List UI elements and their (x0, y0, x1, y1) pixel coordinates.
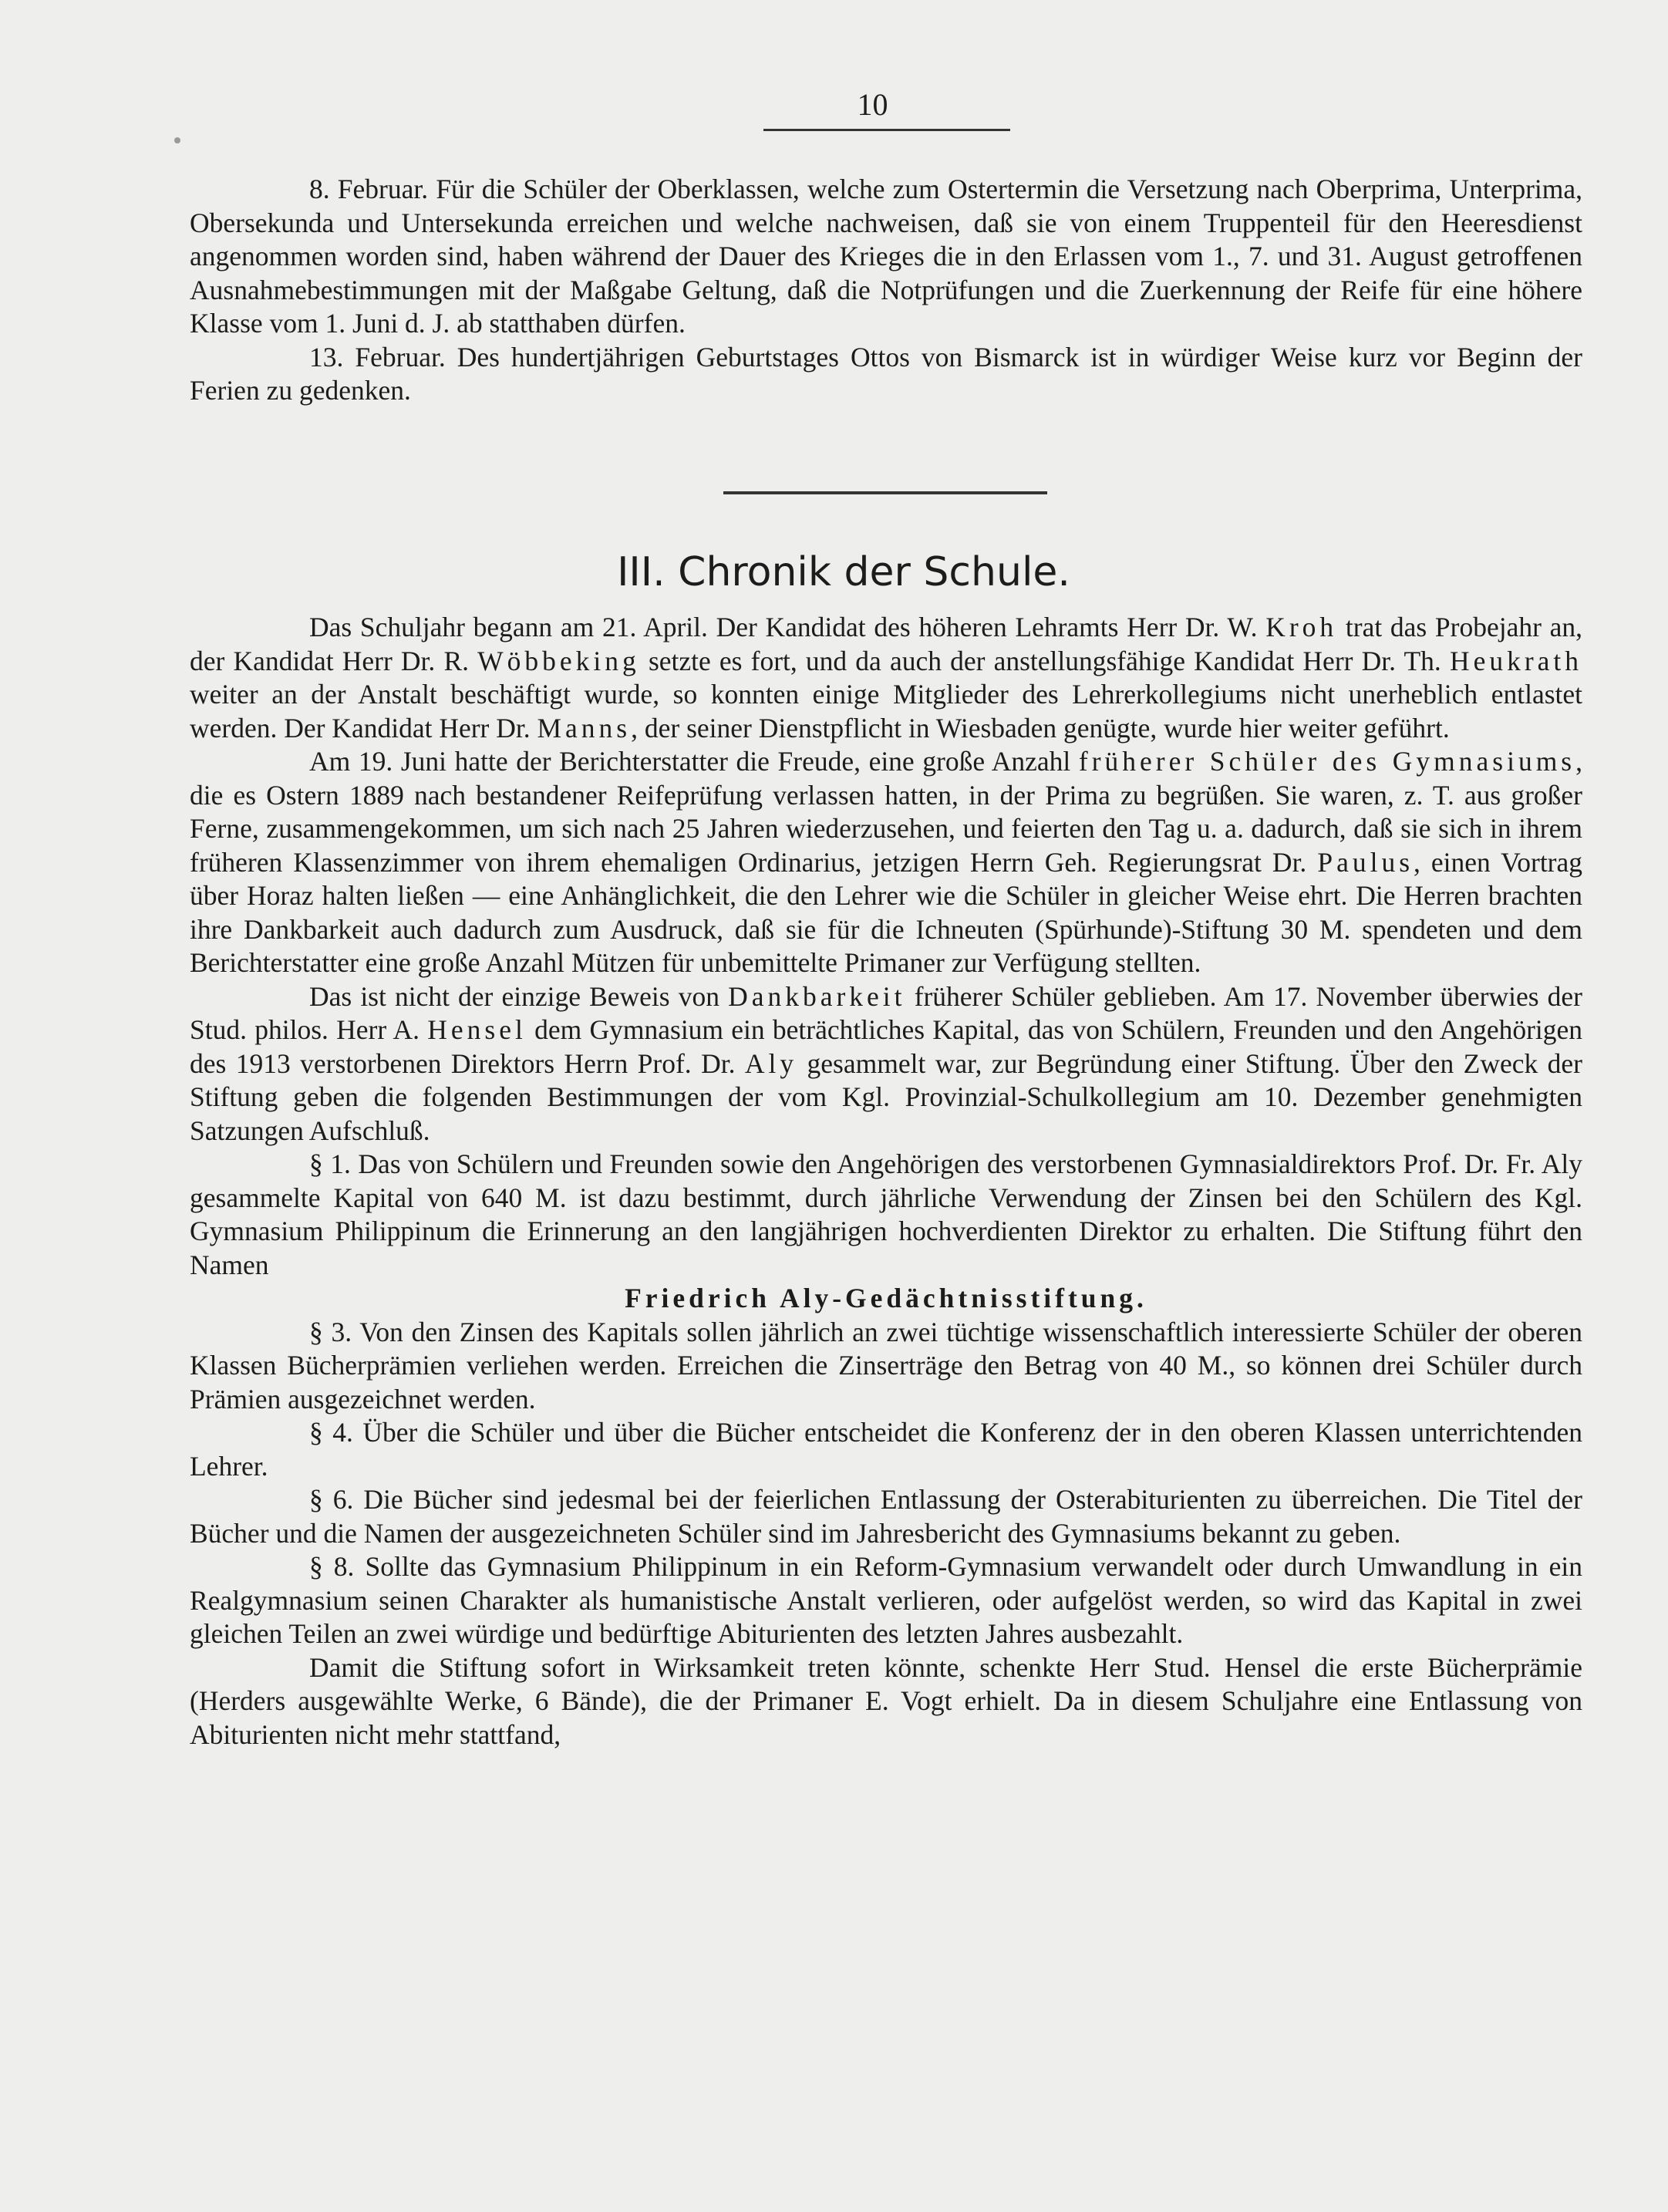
text-run: Das ist nicht der einzige Beweis von (309, 980, 719, 1012)
person-name: Wöbbeking (477, 645, 640, 676)
person-name: Hensel (427, 1014, 527, 1045)
decree-date: 13. Februar. (309, 341, 446, 373)
foundation-name: Friedrich Aly-Gedächtnisstiftung. (625, 1283, 1147, 1313)
person-name: Kroh (1265, 612, 1338, 642)
emphasis: Dankbarkeit (728, 980, 906, 1012)
decree-paragraph (190, 173, 1582, 341)
text-run: früherer Schüler geblieben. Am 17. November überwies der Stud. philos. Herr A. (190, 980, 1582, 1045)
decree-section (190, 173, 1582, 408)
person-name: Heukrath (1449, 645, 1583, 676)
statute-paragraph: § 1. Das von Schülern und Freunden sowie den Angehörigen des verstorbenen Gymnasialdirektors Prof. Dr. Fr. Aly gesammelte Kapital von 640 M. ist dazu bestimmt, durch jährliche Verwendung der Zinsen bei den Schülern des Kgl. Gymnasium Philippinum die Erinnerung an den langjährigen hochverdienten Direktor zu erhalten. Die Stiftung führt den Namen (190, 1148, 1582, 1280)
statute-paragraph: § 6. Die Bücher sind jedesmal bei der feierlichen Entlassung der Osterabiturienten zu überreichen. Die Titel der Bücher und die Namen der ausgezeichneten Schüler sind im Jahresbericht des Gymnasiums bekannt zu geben. (190, 1484, 1582, 1549)
body-paragraph (190, 611, 1582, 745)
emphasis: früherer Schüler des Gymnasiums (1078, 746, 1576, 777)
scan-speck (174, 137, 180, 143)
text-run: , einen Vortrag über Horaz halten ließen — eine Anhänglichkeit, die den Lehrer wie die Schüler in gleicher Weise ehrt. Die Herren brachten ihre Dankbarkeit auch dadurch zum Ausdruck, daß sie für die Ichneuten (Spürhunde)-Stiftung 30 M. spendeten und dem Berichterstatter eine große Anzahl Mützen für unbemittelte Primaner zur Verfügung stellten. (190, 846, 1583, 978)
text-run: , die es Ostern 1889 nach bestandener Reifeprüfung verlassen hatten, in der Prima zu begrüßen. Sie waren, z. T. aus großer Ferne, zusammengekommen, um sich nach 25 Jahren wiederzusehen, und feierten den Tag u. a. dadurch, daß sie sich in ihrem früheren Klassenzimmer von ihrem ehemaligen Ordinarius, jetzigen Herrn Geh. Regierungsrat Dr. (190, 746, 1582, 878)
text-run: Am 19. Juni hatte der Berichterstatter die Freude, eine große Anzahl (309, 746, 1071, 777)
person-name: Manns (537, 712, 632, 744)
page-number: 10 (857, 87, 888, 122)
body-paragraph (190, 980, 1582, 1148)
chapter-title: Chronik der Schule. (678, 549, 1070, 595)
text-run: weiter an der Anstalt beschäftigt wurde, so konnten einige Mitglieder des Lehrerkollegiums nicht unerheblich entlastet werden. Der Kandidat Herr Dr. (190, 679, 1582, 744)
text-run: trat das Probejahr an, der Kandidat Herr Dr. R. (190, 612, 1583, 676)
body-paragraph: Damit die Stiftung sofort in Wirksamkeit treten könnte, schenkte Herr Stud. Hensel die erste Bücherprämie (Herders ausgewählte Werke, 6 Bände), die der Primaner E. Vogt erhielt. Da in diesem Schuljahre eine Entlassung von Abiturienten nicht mehr stattfand, (190, 1651, 1582, 1750)
statute-paragraph: § 8. Sollte das Gymnasium Philippinum in ein Reform-Gymnasium verwandelt oder durch Umwandlung in ein Realgymnasium seinen Charakter als humanistische Anstalt verlieren, oder aufgelöst werden, so wird das Kapital in zwei gleichen Teilen an zwei würdige und bedürftige Abiturienten des letzten Jahres ausbezahlt. (190, 1551, 1582, 1649)
text-run: dem Gymnasium ein beträchtliches Kapital, das von Schülern, Freunden und den Angehörigen des 1913 verstorbenen Direktors Herrn Prof. Dr. (190, 1014, 1583, 1079)
person-name: Paulus (1317, 846, 1414, 878)
text-run: , der seiner Dienstpflicht in Wiesbaden genügte, wurde hier weiter geführt. (631, 712, 1450, 744)
person-name: Aly (744, 1047, 798, 1079)
text-run: Das Schuljahr begann am 21. April. Der Kandidat des höheren Lehramts Herr Dr. W. (309, 612, 1258, 642)
chapter-heading (0, 549, 1668, 595)
statute-paragraph: § 3. Von den Zinsen des Kapitals sollen jährlich an zwei tüchtige wissenschaftlich interessierte Schüler der oberen Klassen Bücherprämien verliehen werden. Erreichen die Zinserträge den Betrag von 40 M., so können drei Schüler durch Prämien ausgezeichnet werden. (190, 1316, 1582, 1415)
chronik-section (190, 611, 1582, 1752)
text-run: gesammelt war, zur Begründung einer Stiftung. Über den Zweck der Stiftung geben die folgenden Bestimmungen der vom Kgl. Provinzial-Schulkollegium am 10. Dezember genehmigten Satzungen Aufschluß. (190, 1047, 1582, 1146)
text-run: setzte es fort, und da auch der anstellungsfähige Kandidat Herr Dr. Th. (648, 645, 1441, 676)
statute-paragraph: § 4. Über die Schüler und über die Bücher entscheidet die Konferenz der in den oberen Klassen unterrichtenden Lehrer. (190, 1417, 1582, 1482)
decree-paragraph (190, 341, 1582, 408)
chapter-numeral: III. (617, 549, 666, 595)
body-paragraph (190, 745, 1582, 980)
decree-text: Des hundertjährigen Geburtstages Ottos von Bismarck ist in würdiger Weise kurz vor Beginn der Ferien zu gedenken. (190, 341, 1582, 406)
header-rule (763, 129, 1010, 131)
decree-date: 8. Februar. (309, 174, 429, 204)
decree-text: Für die Schüler der Oberklassen, welche zum Ostertermin die Versetzung nach Oberprima, Unterprima, Obersekunda und Untersekunda erreichen und welche nachweisen, daß sie von einem Truppenteil für den Heeresdienst angenommen worden sind, haben während der Dauer des Krieges die in den Erlassen vom 1., 7. und 31. August getroffenen Ausnahmebestimmungen mit der Maßgabe Geltung, daß die Notprüfungen und die Zuerkennung der Reife für eine höhere Klasse vom 1. Juni d. J. ab statthaben dürfen. (190, 174, 1583, 339)
section-divider (723, 491, 1047, 494)
